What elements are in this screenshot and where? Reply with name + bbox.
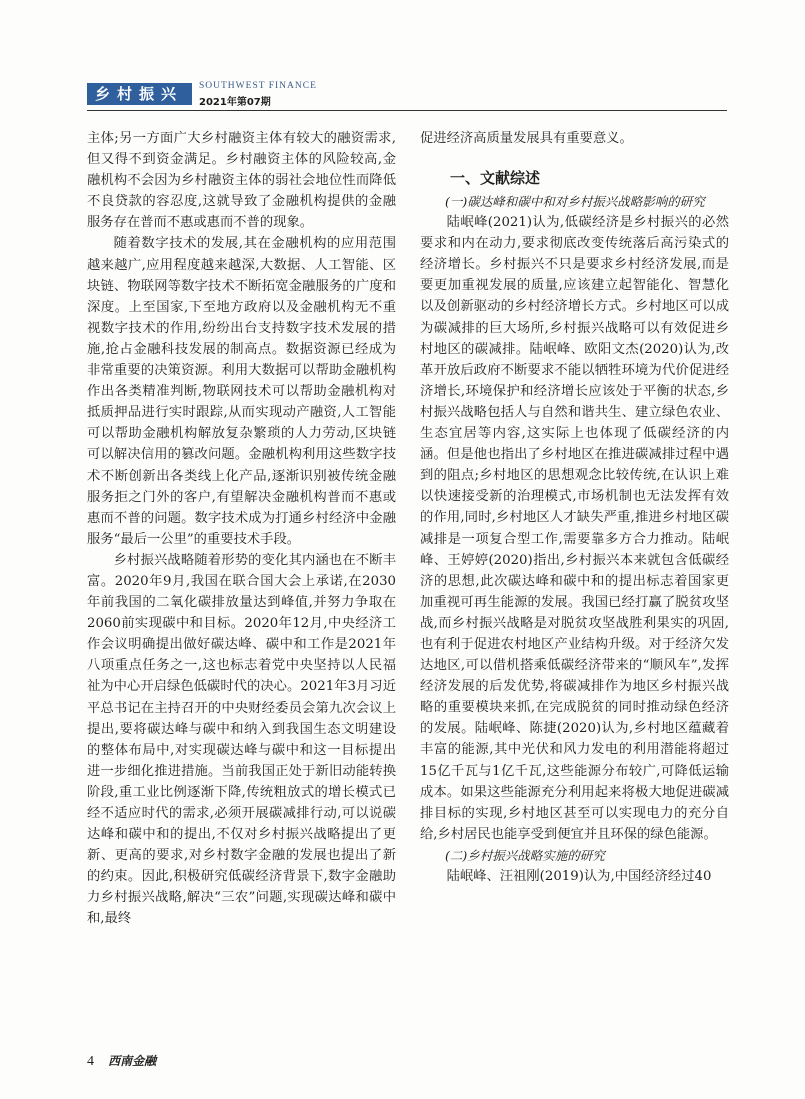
left-column [87, 128, 396, 930]
paragraph: 促进经济高质量发展具有重要意义。 [420, 131, 633, 146]
journal-logo: 西南金融 [108, 1054, 157, 1068]
page-number: 4 [87, 1054, 94, 1069]
subsection-title: (二)乡村振兴战略实施的研究 [445, 847, 605, 863]
issue-label: 2021年第07期 [199, 97, 271, 108]
section-title: 一、文献综述 [450, 169, 541, 188]
paragraph: 随着数字技术的发展,其在金融机构的应用范围越来越广,应用程度越来越深,大数据、人工智能、区块链、物联网等数字技术不断拓宽金融服务的广度和深度。上至国家,下至地方政府以及金融机构无不重视数字技术的作用,纷纷出台支持数字技术发展的措施,抢占金融科技发展的制高点。数据资源已经成为非常重要的决策资源。利用大数据可以帮助金融机构作出各类精准判断,物联网技术可以帮助金融机构对抵质押品进行实时跟踪,从而实现动产融资,人工智能可以帮助金融机构解放复杂繁琐的人力劳动,区块链可以解决信用的篡改问题。金融机构利用这些数字技术不断创新出各类线上化产品,逐渐识别被传统金融服务拒之门外的客户,有望解决金融机构普而不惠或惠而不普的问题。数字技术成为打通乡村经济中金融服务“最后一公里”的重要技术手段。 [87, 236, 396, 547]
header-rule [87, 110, 727, 111]
journal-english-name: SOUTHWEST FINANCE [199, 81, 317, 91]
paragraph: 陆岷峰、汪祖刚(2019)认为,中国经济经过40 [446, 868, 712, 884]
page-header [87, 79, 727, 117]
page-footer [87, 1052, 156, 1070]
right-column [420, 128, 729, 887]
paragraph: 主体;另一方面广大乡村融资主体有较大的融资需求,但又得不到资金满足。乡村融资主体的风险较高,金融机构不会因为乡村融资主体的弱社会地位性而降低不良贷款的容忍度,这就导致了金融机构提供的金融服务存在普而不惠或惠而不普的现象。 [87, 131, 396, 231]
subsection-title: (一)碳达峰和碳中和对乡村振兴战略影响的研究 [445, 194, 705, 210]
paragraph: 陆岷峰(2021)认为,低碳经济是乡村振兴的必然要求和内在动力,要求彻底改变传统落后高污染式的经济增长。乡村振兴不只是要求乡村经济发展,而是要更加重视发展的质量,应该建立起智能化、智慧化以及创新驱动的乡村经济增长方式。乡村地区可以成为碳减排的巨大场所,乡村振兴战略可以有效促进乡村地区的碳减排。陆岷峰、欧阳文杰(2020)认为,改革开放后政府不断要求不能以牺牲环境为代价促进经济增长,环境保护和经济增长应该处于平衡的状态,乡村振兴战略包括人与自然和谐共生、建立绿色农业、生态宜居等内容,这实际上也体现了低碳经济的内涵。但是他也指出了乡村地区在推进碳减排过程中遇到的阻点;乡村地区的思想观念比较传统,在认识上难以快速接受新的治理模式,市场机制也无法发挥有效的作用,同时,乡村地区人才缺失严重,推进乡村地区碳减排是一项复合型工作,需要靠多方合力推动。陆岷峰、王婷婷(2020)指出,乡村振兴本来就包含低碳经济的思想,此次碳达峰和碳中和的提出标志着国家更加重视可再生能源的发展。我国已经打赢了脱贫攻坚战,而乡村振兴战略是对脱贫攻坚战胜利果实的巩固,也有利于促进农村地区产业结构升级。对于经济欠发达地区,可以借机搭乘低碳经济带来的“顺风车”,发挥经济发展的后发优势,将碳减排作为地区乡村振兴战略的重要模块来抓,在完成脱贫的同时推动绿色经济的发展。陆岷峰、陈捷(2020)认为,乡村地区蕴藏着丰富的能源,其中光伏和风力发电的利用潜能将超过15亿千瓦与1亿千瓦,这些能源分布较广,可降低运输成本。如果这些能源充分利用起来将极大地促进碳减排目标的实现,乡村地区甚至可以实现电力的充分自给,乡村居民也能享受到便宜并且环保的绿色能源。 [420, 215, 729, 842]
paragraph: 乡村振兴战略随着形势的变化其内涵也在不断丰富。2020年9月,我国在联合国大会上承诺,在2030年前我国的二氧化碳排放量达到峰值,并努力争取在2060前实现碳中和目标。2020年12月,中央经济工作会议明确提出做好碳达峰、碳中和工作是2021年八项重点任务之一,这也标志着党中央坚持以人民福祉为中心开启绿色低碳时代的决心。2021年3月习近平总书记在主持召开的中央财经委员会第九次会议上提出,要将碳达峰与碳中和纳入到我国生态文明建设的整体布局中,对实现碳达峰与碳中和这一目标提出进一步细化推进措施。当前我国正处于新旧动能转换阶段,重工业比例逐渐下降,传统粗放式的增长模式已经不适应时代的需求,必须开展碳减排行动,可以说碳达峰和碳中和的提出,不仅对乡村振兴战略提出了更新、更高的要求,对乡村数字金融的发展也提出了新的约束。因此,积极研究低碳经济背景下,数字金融助力乡村振兴战略,解决“三农”问题,实现碳达峰和碳中和,最终 [87, 552, 396, 927]
section-banner: 乡村振兴 [87, 83, 192, 105]
